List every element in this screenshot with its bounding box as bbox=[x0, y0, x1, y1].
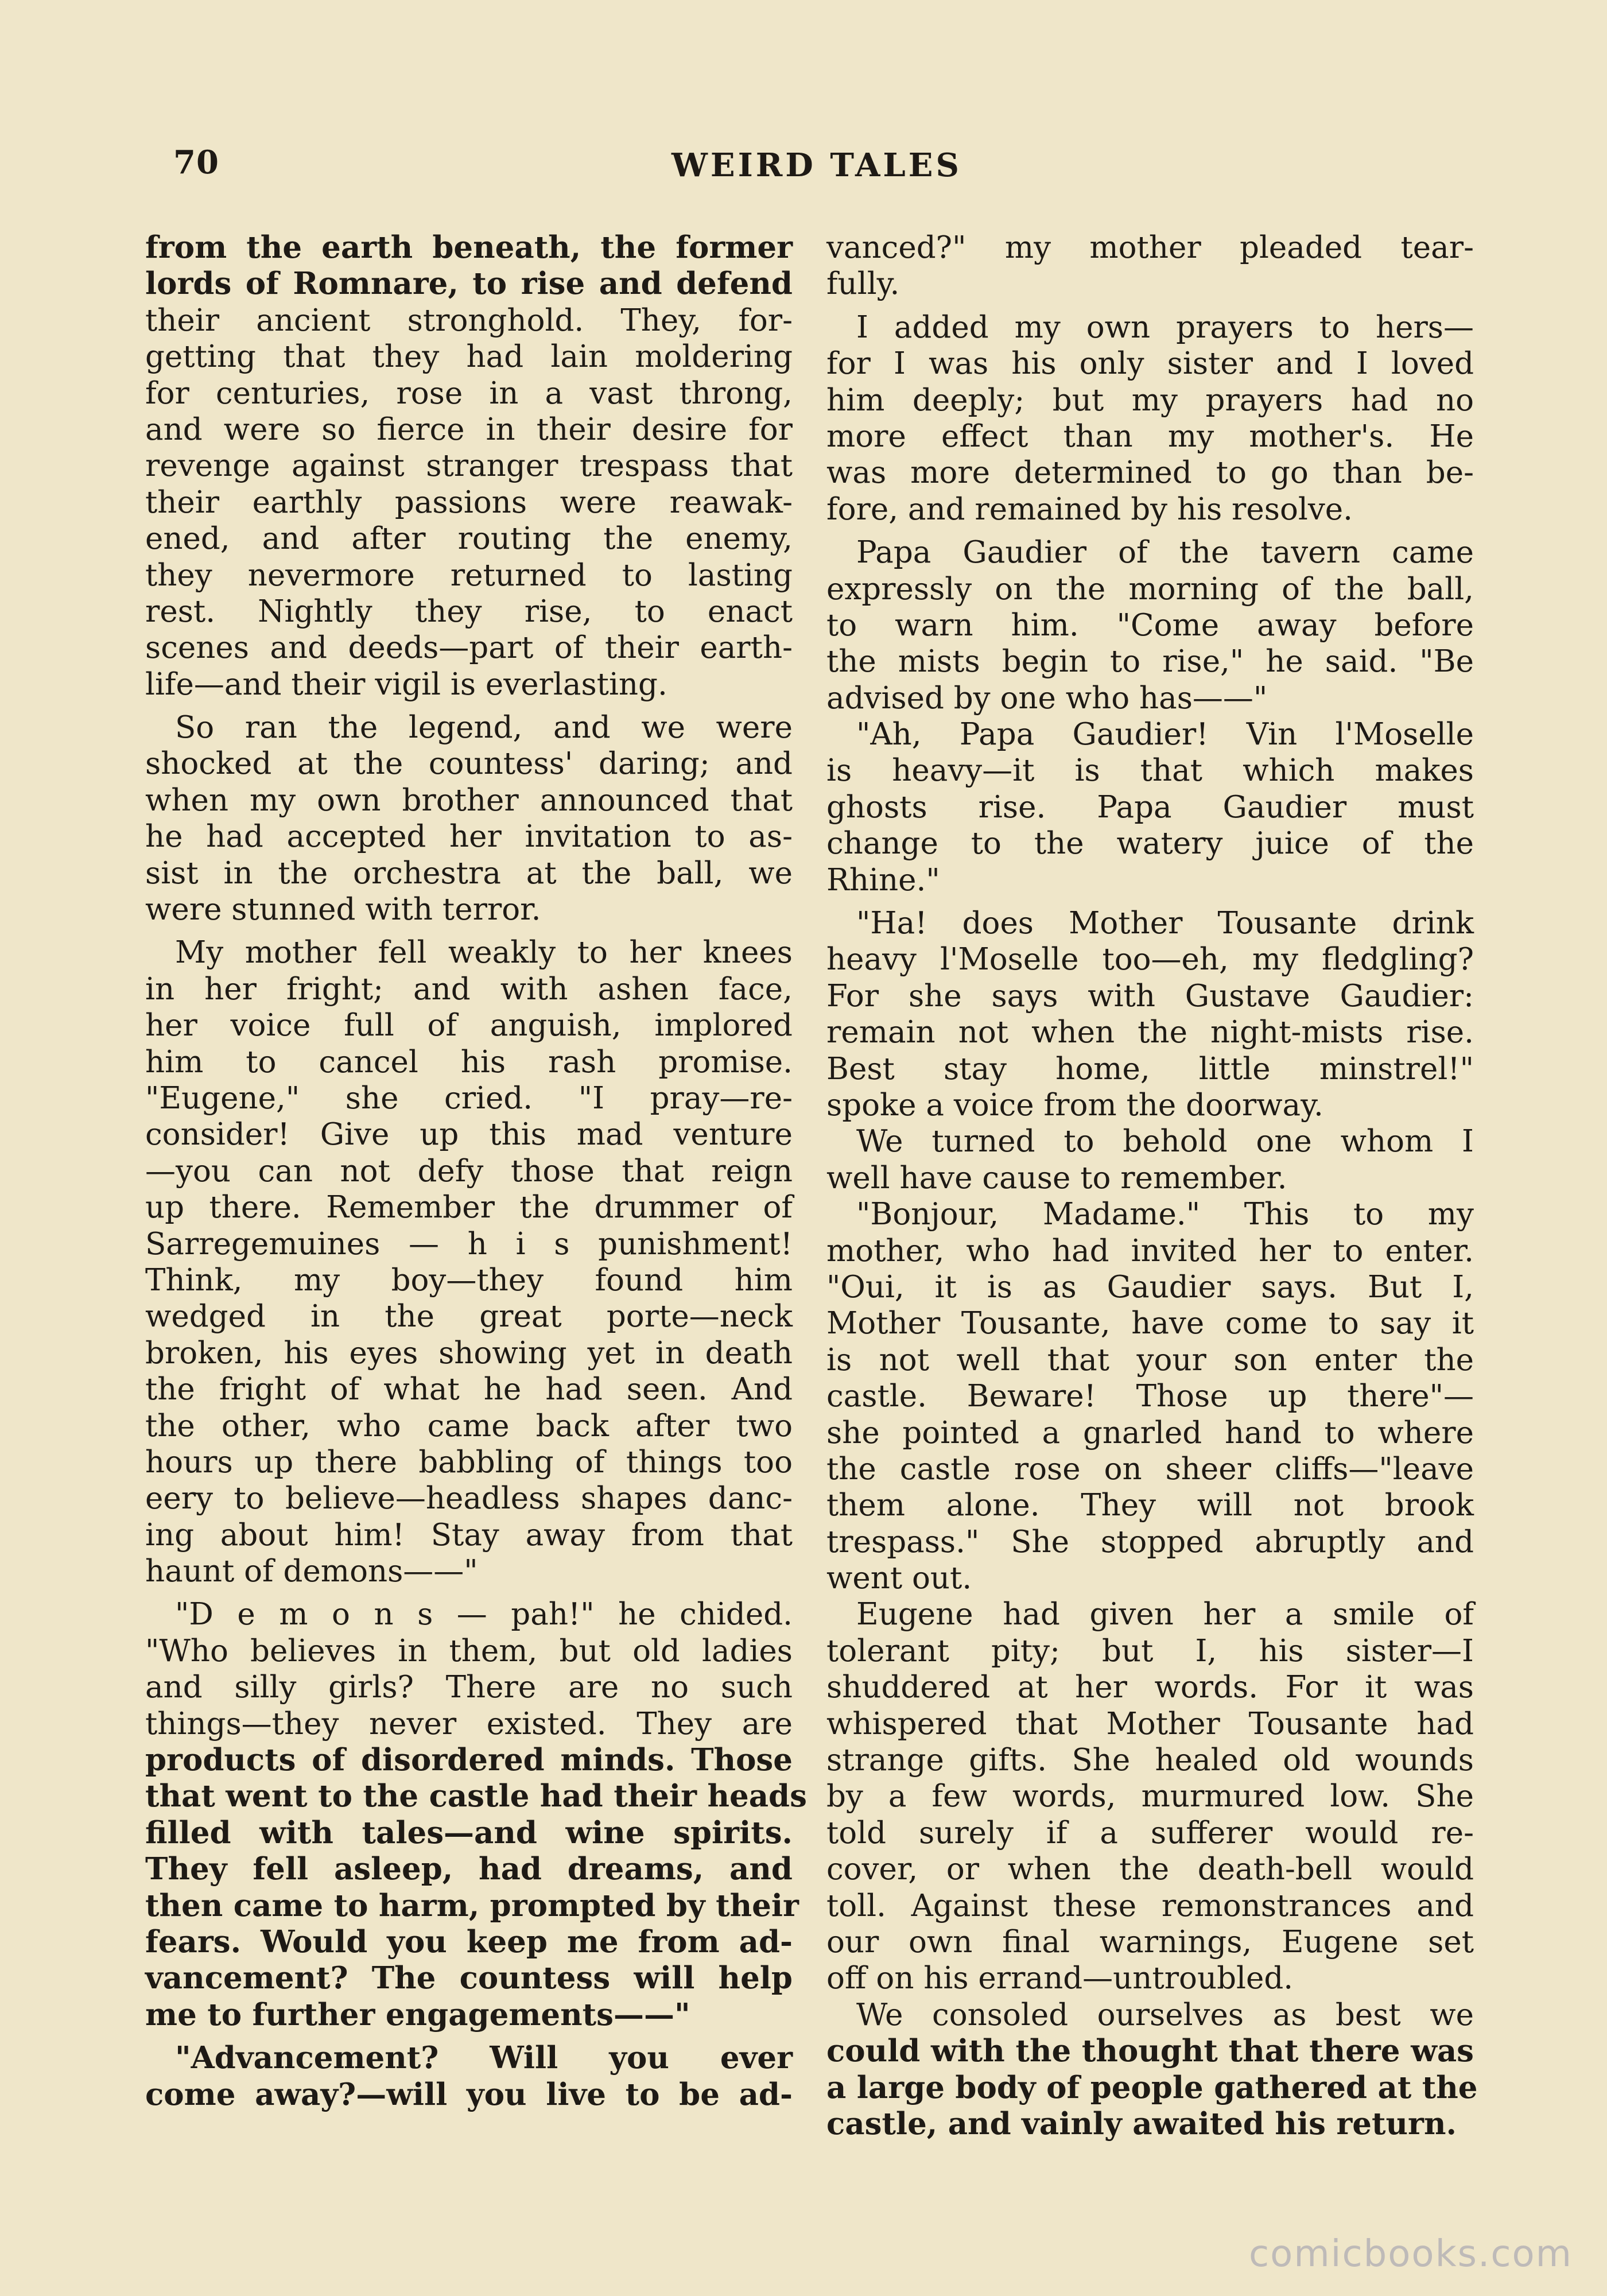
text-line: things—they never existed. They are bbox=[145, 1706, 793, 1742]
text-line: by a few words, murmured low. She bbox=[826, 1779, 1474, 1814]
text-line: fully. bbox=[826, 266, 900, 302]
text-column-left bbox=[145, 230, 807, 2113]
text-line: vancement? The countess will help bbox=[145, 1960, 793, 1996]
text-line: Sarregemuines — h i s punishment! bbox=[145, 1226, 793, 1262]
text-line: My mother fell weakly to her knees bbox=[175, 935, 793, 971]
text-line: to warn him. "Come away before bbox=[826, 607, 1474, 643]
text-line: off on his errand—untroubled. bbox=[826, 1961, 1294, 1996]
text-line: he had accepted her invitation to as- bbox=[145, 819, 793, 855]
text-line: and were so fierce in their desire for bbox=[145, 412, 793, 447]
text-line: "Ha! does Mother Tousante drink bbox=[856, 906, 1474, 941]
text-line: ing about him! Stay away from that bbox=[145, 1517, 793, 1553]
text-line: were stunned with terror. bbox=[145, 892, 541, 928]
text-line: up there. Remember the drummer of bbox=[145, 1190, 793, 1225]
text-line: fore, and remained by his resolve. bbox=[826, 491, 1353, 527]
text-line: for I was his only sister and I loved bbox=[826, 346, 1474, 382]
running-head: WEIRD TALES bbox=[671, 146, 962, 184]
text-line: They fell asleep, had dreams, and bbox=[145, 1851, 793, 1887]
text-line: Best stay home, little minstrel!" bbox=[826, 1051, 1474, 1087]
text-line: broken, his eyes showing yet in death bbox=[145, 1335, 793, 1371]
text-line: So ran the legend, and we were bbox=[175, 710, 793, 746]
text-line: me to further engagements——" bbox=[145, 1996, 690, 2033]
text-line: whispered that Mother Tousante had bbox=[826, 1706, 1474, 1742]
text-line: hours up there babbling of things too bbox=[145, 1444, 793, 1480]
text-line: sist in the orchestra at the ball, we bbox=[145, 855, 793, 891]
text-line: in her fright; and with ashen face, bbox=[145, 971, 793, 1007]
text-line: them alone. They will not brook bbox=[826, 1488, 1474, 1523]
text-line: is not well that your son enter the bbox=[826, 1342, 1474, 1378]
text-line: shocked at the countess' daring; and bbox=[145, 746, 793, 782]
text-line: told surely if a sufferer would re- bbox=[826, 1815, 1474, 1851]
text-line: tolerant pity; but I, his sister—I bbox=[826, 1633, 1474, 1669]
text-line: from the earth beneath, the former bbox=[145, 230, 793, 265]
text-column-right bbox=[826, 230, 1478, 2142]
text-line: Papa Gaudier of the tavern came bbox=[856, 535, 1474, 571]
text-line: our own final warnings, Eugene set bbox=[826, 1924, 1474, 1960]
text-line: haunt of demons——" bbox=[145, 1554, 478, 1589]
text-line: fears. Would you keep me from ad- bbox=[145, 1923, 793, 1960]
text-line: revenge against stranger trespass that bbox=[145, 448, 793, 484]
text-line: vanced?" my mother pleaded tear- bbox=[826, 230, 1474, 265]
text-line: cover, or when the death-bell would bbox=[826, 1852, 1474, 1887]
text-line: castle. Beware! Those up there"— bbox=[826, 1379, 1474, 1414]
text-line: the mists begin to rise," he said. "Be bbox=[826, 644, 1474, 680]
text-line: then came to harm, prompted by their bbox=[145, 1887, 799, 1923]
text-line: getting that they had lain moldering bbox=[145, 339, 793, 375]
text-line: when my own brother announced that bbox=[145, 782, 793, 818]
text-line: filled with tales—and wine spirits. bbox=[145, 1814, 793, 1851]
text-line: shuddered at her words. For it was bbox=[826, 1670, 1474, 1705]
text-line: they nevermore returned to lasting bbox=[145, 557, 793, 593]
text-line: Eugene had given her a smile of bbox=[856, 1597, 1474, 1632]
text-line: their earthly passions were reawak- bbox=[145, 484, 793, 520]
text-line: I added my own prayers to hers— bbox=[856, 309, 1474, 345]
text-line: well have cause to remember. bbox=[826, 1160, 1287, 1196]
text-line: she pointed a gnarled hand to where bbox=[826, 1415, 1474, 1450]
text-line: For she says with Gustave Gaudier: bbox=[826, 978, 1474, 1014]
text-line: We turned to behold one whom I bbox=[856, 1124, 1474, 1159]
text-line: their ancient stronghold. They, for- bbox=[145, 302, 793, 338]
text-line: "Bonjour, Madame." This to my bbox=[856, 1197, 1474, 1232]
text-line: him to cancel his rash promise. bbox=[145, 1044, 793, 1080]
text-line: "Who believes in them, but old ladies bbox=[145, 1633, 793, 1669]
text-line: heavy l'Moselle too—eh, my fledgling? bbox=[826, 942, 1474, 978]
text-line: spoke a voice from the doorway. bbox=[826, 1087, 1323, 1123]
text-line: eery to believe—headless shapes danc- bbox=[145, 1481, 793, 1517]
text-line: him deeply; but my prayers had no bbox=[826, 382, 1474, 418]
text-line: lords of Romnare, to rise and defend bbox=[145, 266, 793, 302]
text-line: "Advancement? Will you ever bbox=[175, 2040, 793, 2076]
text-line: —you can not defy those that reign bbox=[145, 1153, 793, 1189]
text-line: expressly on the morning of the ball, bbox=[826, 571, 1474, 607]
text-line: that went to the castle had their heads bbox=[145, 1778, 807, 1814]
text-line: and silly girls? There are no such bbox=[145, 1670, 793, 1705]
text-line: could with the thought that there was bbox=[826, 2033, 1474, 2069]
text-line: more effect than my mother's. He bbox=[826, 418, 1474, 454]
text-line: trespass." She stopped abruptly and bbox=[826, 1524, 1474, 1560]
text-line: consider! Give up this mad venture bbox=[145, 1117, 793, 1153]
text-line: wedged in the great porte—neck bbox=[145, 1299, 793, 1335]
text-line: "Oui, it is as Gaudier says. But I, bbox=[826, 1269, 1474, 1305]
text-line: her voice full of anguish, implored bbox=[145, 1008, 793, 1044]
text-line: scenes and deeds—part of their earth- bbox=[145, 630, 793, 666]
text-line: was more determined to go than be- bbox=[826, 455, 1474, 491]
text-line: "D e m o n s — pah!" he chided. bbox=[175, 1597, 793, 1632]
text-line: change to the watery juice of the bbox=[826, 826, 1474, 862]
text-line: come away?—will you live to be ad- bbox=[145, 2076, 793, 2112]
text-line: ghosts rise. Papa Gaudier must bbox=[826, 789, 1474, 825]
text-line: went out. bbox=[826, 1561, 972, 1596]
text-line: ened, and after routing the enemy, bbox=[145, 521, 793, 557]
text-line: the fright of what he had seen. And bbox=[145, 1372, 793, 1407]
text-line: Think, my boy—they found him bbox=[145, 1262, 793, 1298]
text-line: for centuries, rose in a vast throng, bbox=[145, 375, 793, 411]
watermark: comicbooks.com bbox=[1248, 2233, 1573, 2275]
text-line: the castle rose on sheer cliffs—"leave bbox=[826, 1451, 1474, 1487]
text-line: a large body of people gathered at the bbox=[826, 2069, 1478, 2105]
text-line: strange gifts. She healed old wounds bbox=[826, 1743, 1474, 1778]
text-line: remain not when the night-mists rise. bbox=[826, 1015, 1474, 1050]
text-line: "Eugene," she cried. "I pray—re- bbox=[145, 1080, 793, 1116]
text-line: Mother Tousante, have come to say it bbox=[826, 1306, 1474, 1341]
text-line: products of disordered minds. Those bbox=[145, 1742, 793, 1778]
text-line: mother, who had invited her to enter. bbox=[826, 1233, 1474, 1269]
text-line: "Ah, Papa Gaudier! Vin l'Moselle bbox=[856, 717, 1474, 753]
text-line: is heavy—it is that which makes bbox=[826, 753, 1474, 789]
text-line: castle, and vainly awaited his return. bbox=[826, 2105, 1457, 2142]
page-number: 70 bbox=[173, 144, 219, 181]
text-line: advised by one who has——" bbox=[826, 680, 1268, 716]
text-line: the other, who came back after two bbox=[145, 1408, 793, 1444]
text-line: Rhine." bbox=[826, 862, 940, 898]
text-line: rest. Nightly they rise, to enact bbox=[145, 594, 793, 629]
text-line: toll. Against these remonstrances and bbox=[826, 1888, 1474, 1923]
text-line: life—and their vigil is everlasting. bbox=[145, 666, 667, 702]
text-line: We consoled ourselves as best we bbox=[856, 1997, 1474, 2033]
